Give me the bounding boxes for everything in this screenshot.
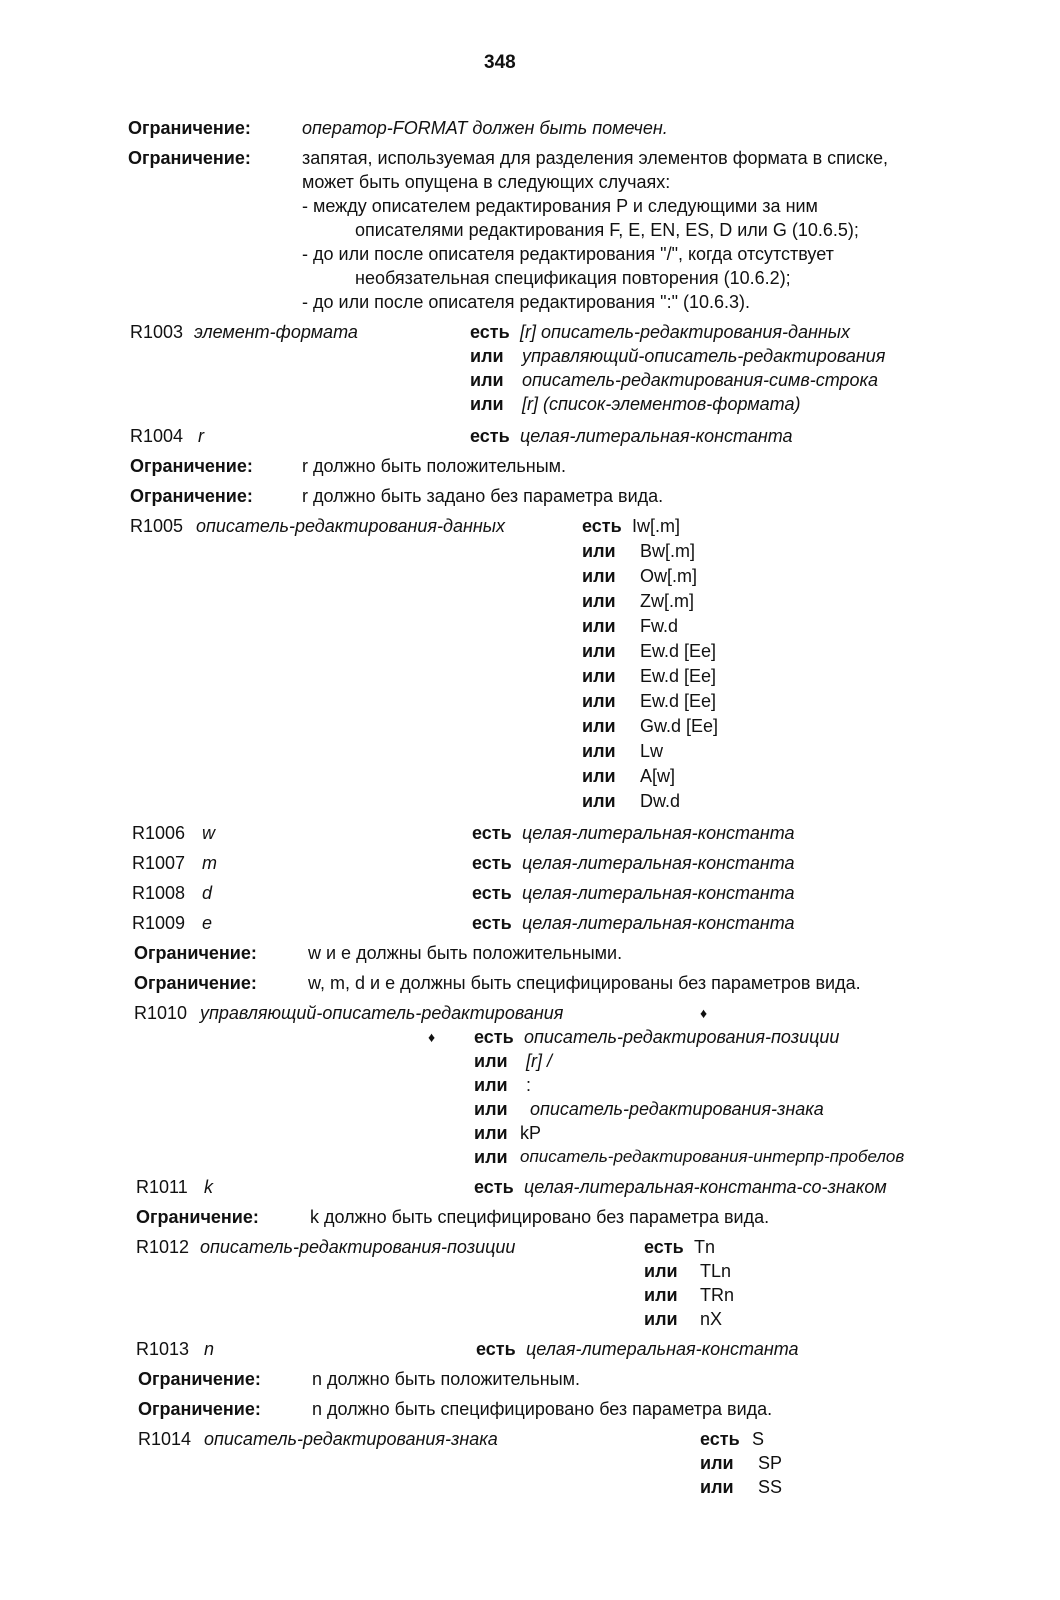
rule-alt: A[w] — [640, 766, 676, 786]
rule-id: R1013 — [136, 1339, 190, 1359]
rule-name: описатель-редактирования-данных — [196, 516, 506, 536]
rule-id: R1007 — [132, 853, 186, 873]
rule-alt: [r] (список-элементов-формата) — [522, 394, 801, 414]
constraint-label: Ограничение: — [128, 118, 251, 138]
keyword-or: или — [582, 791, 616, 811]
keyword-is: есть — [700, 1429, 740, 1449]
rule-name: r — [198, 426, 204, 446]
rule-alt: описатель-редактирования-позиции — [524, 1027, 840, 1047]
rule-alt: Ew.d [Ee] — [640, 641, 717, 661]
rule-id: R1003 — [130, 322, 184, 342]
keyword-is: есть — [582, 516, 622, 536]
rule-id: R1012 — [136, 1237, 190, 1257]
keyword-is: есть — [474, 1027, 514, 1047]
rule-name: e — [202, 913, 213, 933]
rule-alt: kP — [520, 1123, 542, 1143]
rule-id: R1010 — [134, 1003, 188, 1023]
rule-alt: Fw.d — [640, 616, 679, 636]
constraint-text-line: - до или после описателя редактирования "/", когда отсутствует — [302, 244, 834, 264]
constraint-text: r должно быть положительным. — [302, 456, 567, 476]
rule-name: m — [202, 853, 217, 873]
keyword-is: есть — [476, 1339, 516, 1359]
rule-alt: Zw[.m] — [640, 591, 694, 611]
rule-alt: описатель-редактирования-интерпр-пробелов — [520, 1147, 905, 1166]
rule-name: описатель-редактирования-позиции — [200, 1237, 516, 1257]
rule-name: n — [204, 1339, 215, 1359]
constraint-label: Ограничение: — [130, 456, 253, 476]
keyword-or: или — [470, 346, 504, 366]
keyword-or: или — [700, 1453, 734, 1473]
constraint-label: Ограничение: — [128, 148, 251, 168]
rule-name: управляющий-описатель-редактирования — [200, 1003, 564, 1023]
rule-id: R1004 — [130, 426, 184, 446]
constraint-label: Ограничение: — [130, 486, 253, 506]
rule-alt: [r] описатель-редактирования-данных — [520, 322, 851, 342]
keyword-or: или — [474, 1123, 508, 1143]
rule-name: w — [202, 823, 215, 843]
keyword-or: или — [474, 1147, 508, 1167]
constraint-text-line: описателями редактирования F, E, EN, ES, D или G (10.6.5); — [355, 220, 859, 240]
constraint-text-line: - между описателем редактирования P и следующими за ним — [302, 196, 818, 216]
keyword-or: или — [582, 591, 616, 611]
rule-name: d — [202, 883, 213, 903]
keyword-or: или — [582, 541, 616, 561]
constraint-text: n должно быть специфицировано без параметра вида. — [312, 1399, 773, 1419]
keyword-is: есть — [470, 322, 510, 342]
constraint-text: w, m, d и e должны быть специфицированы без параметров вида. — [308, 973, 861, 993]
keyword-is: есть — [472, 883, 512, 903]
rule-id: R1008 — [132, 883, 186, 903]
keyword-is: есть — [472, 853, 512, 873]
keyword-is: есть — [474, 1177, 514, 1197]
constraint-label: Ограничение: — [138, 1369, 261, 1389]
rule-rhs: целая-литеральная-константа — [522, 913, 795, 933]
keyword-or: или — [470, 394, 504, 414]
constraint-text: оператор-FORMAT должен быть помечен. — [302, 118, 668, 138]
constraint-text: w и e должны быть положительными. — [308, 943, 623, 963]
keyword-or: или — [474, 1051, 508, 1071]
constraint-text-line: необязательная спецификация повторения (10.6.2); — [355, 268, 791, 288]
keyword-or: или — [582, 716, 616, 736]
rule-alt: описатель-редактирования-знака — [530, 1099, 824, 1119]
rule-rhs: целая-литеральная-константа — [526, 1339, 799, 1359]
rule-rhs: целая-литеральная-константа-со-знаком — [524, 1177, 887, 1197]
keyword-or: или — [474, 1099, 508, 1119]
constraint-text-line: - до или после описателя редактирования ":" (10.6.3). — [302, 292, 750, 312]
rule-rhs: целая-литеральная-константа — [522, 853, 795, 873]
rule-name: k — [204, 1177, 213, 1197]
keyword-is: есть — [470, 426, 510, 446]
rule-alt: Iw[.m] — [632, 516, 680, 536]
rule-id: R1006 — [132, 823, 186, 843]
rule-alt: Ew.d [Ee] — [640, 666, 717, 686]
rule-alt: SP — [758, 1453, 783, 1473]
rule-rhs: целая-литеральная-константа — [520, 426, 793, 446]
constraint-label: Ограничение: — [134, 943, 257, 963]
keyword-is: есть — [472, 823, 512, 843]
keyword-or: или — [582, 616, 616, 636]
diamond-icon: ♦ — [700, 1005, 708, 1021]
constraint-text: r должно быть задано без параметра вида. — [302, 486, 664, 506]
rule-alt: Gw.d [Ee] — [640, 716, 719, 736]
rule-alt: Tn — [694, 1237, 716, 1257]
rule-alt: управляющий-описатель-редактирования — [522, 346, 886, 366]
rule-rhs: целая-литеральная-константа — [522, 883, 795, 903]
keyword-or: или — [644, 1285, 678, 1305]
keyword-or: или — [470, 370, 504, 390]
keyword-or: или — [644, 1261, 678, 1281]
keyword-or: или — [582, 691, 616, 711]
keyword-or: или — [474, 1075, 508, 1095]
keyword-or: или — [700, 1477, 734, 1497]
rule-alt: Ew.d [Ee] — [640, 691, 717, 711]
constraint-text-line: может быть опущена в следующих случаях: — [302, 172, 671, 192]
rule-id: R1011 — [136, 1177, 188, 1197]
rule-alt: : — [526, 1075, 532, 1095]
keyword-or: или — [582, 666, 616, 686]
rule-id: R1009 — [132, 913, 186, 933]
rule-alt: Lw — [640, 741, 664, 761]
keyword-or: или — [582, 641, 616, 661]
keyword-is: есть — [472, 913, 512, 933]
rule-alt: Ow[.m] — [640, 566, 697, 586]
keyword-or: или — [644, 1309, 678, 1329]
rule-alt: nX — [700, 1309, 723, 1329]
keyword-or: или — [582, 741, 616, 761]
rule-alt: Bw[.m] — [640, 541, 696, 561]
rule-alt: [r] / — [526, 1051, 552, 1071]
rule-alt: SS — [758, 1477, 783, 1497]
rule-alt: S — [752, 1429, 765, 1449]
rule-name: элемент-формата — [194, 322, 358, 342]
rule-alt: TLn — [700, 1261, 732, 1281]
diamond-icon: ♦ — [428, 1029, 436, 1045]
keyword-or: или — [582, 566, 616, 586]
keyword-or: или — [582, 766, 616, 786]
constraint-label: Ограничение: — [138, 1399, 261, 1419]
constraint-text-line: запятая, используемая для разделения элементов формата в списке, — [302, 148, 889, 168]
constraint-label: Ограничение: — [134, 973, 257, 993]
rule-name: описатель-редактирования-знака — [204, 1429, 498, 1449]
keyword-is: есть — [644, 1237, 684, 1257]
rule-id: R1014 — [138, 1429, 192, 1449]
rule-id: R1005 — [130, 516, 184, 536]
constraint-text: k должно быть специфицировано без параметра вида. — [310, 1207, 770, 1227]
rule-rhs: целая-литеральная-константа — [522, 823, 795, 843]
rule-alt: описатель-редактирования-симв-строка — [522, 370, 879, 390]
constraint-label: Ограничение: — [136, 1207, 259, 1227]
rule-alt: TRn — [700, 1285, 735, 1305]
rule-alt: Dw.d — [640, 791, 681, 811]
constraint-text: n должно быть положительным. — [312, 1369, 581, 1389]
page-number: 348 — [484, 52, 516, 73]
